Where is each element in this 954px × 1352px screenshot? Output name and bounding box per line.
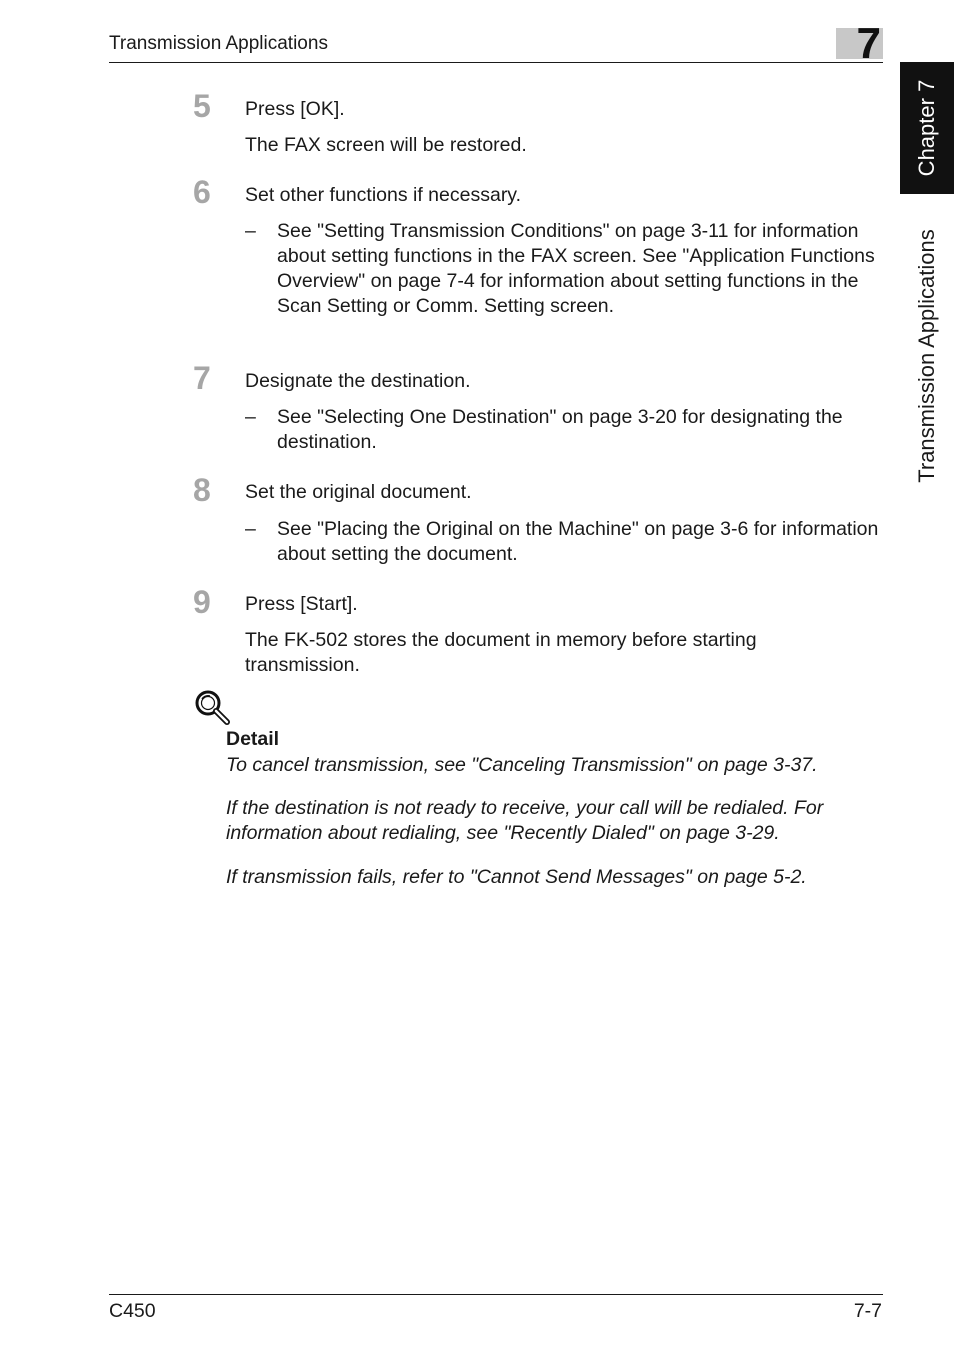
- footer-model: C450: [109, 1300, 156, 1322]
- step-instruction: Press [OK].: [245, 98, 345, 120]
- side-tab-chapter-label: Chapter 7: [914, 79, 939, 177]
- bullet-dash: –: [245, 518, 256, 540]
- step-number: 7: [193, 360, 211, 396]
- bullet-dash: –: [245, 406, 256, 428]
- detail-paragraph: If the destination is not ready to receive, your call will be redialed. For information about redialing, see "Recently Dialed" on page 3-29.: [226, 797, 824, 844]
- detail-paragraph: To cancel transmission, see "Canceling Transmission" on page 3-37.: [226, 754, 818, 776]
- step-instruction: Set the original document.: [245, 481, 472, 503]
- step-number: 8: [193, 472, 211, 508]
- magnifier-icon: [193, 688, 233, 728]
- side-tab-chapter: [900, 62, 954, 194]
- step-instruction: Designate the destination.: [245, 370, 471, 392]
- step-number: 5: [193, 88, 211, 124]
- detail-paragraph: If transmission fails, refer to "Cannot Send Messages" on page 5-2.: [226, 866, 807, 888]
- bullet-dash: –: [245, 220, 256, 242]
- step-result: The FAX screen will be restored.: [245, 134, 527, 156]
- step-bullet: See "Setting Transmission Conditions" on page 3-11 for information about setting functions in the FAX screen. See "Application Functions Overview" on page 7-4 for information about setting functions in the Scan Setting or Comm. Setting screen.: [277, 220, 875, 317]
- step-bullet: See "Placing the Original on the Machine" on page 3-6 for information about setting the document.: [277, 518, 879, 565]
- step-instruction: Press [Start].: [245, 593, 358, 615]
- step-bullet: See "Selecting One Destination" on page 3-20 for designating the destination.: [277, 406, 843, 453]
- step-number: 9: [193, 584, 211, 620]
- step-number: 6: [193, 174, 211, 210]
- header-rule: [109, 62, 883, 63]
- footer-rule: [109, 1294, 883, 1295]
- chapter-number-box: [836, 19, 883, 68]
- step-instruction: Set other functions if necessary.: [245, 184, 522, 206]
- side-tab-section-label: Transmission Applications: [914, 229, 939, 483]
- footer-page-number: 7-7: [853, 1300, 882, 1322]
- side-tab-section: [900, 196, 954, 516]
- detail-label: Detail: [226, 728, 280, 750]
- chapter-number: 7: [856, 19, 881, 68]
- running-header-title: Transmission Applications: [109, 33, 328, 54]
- step-result: The FK-502 stores the document in memory before starting transmission.: [245, 629, 757, 676]
